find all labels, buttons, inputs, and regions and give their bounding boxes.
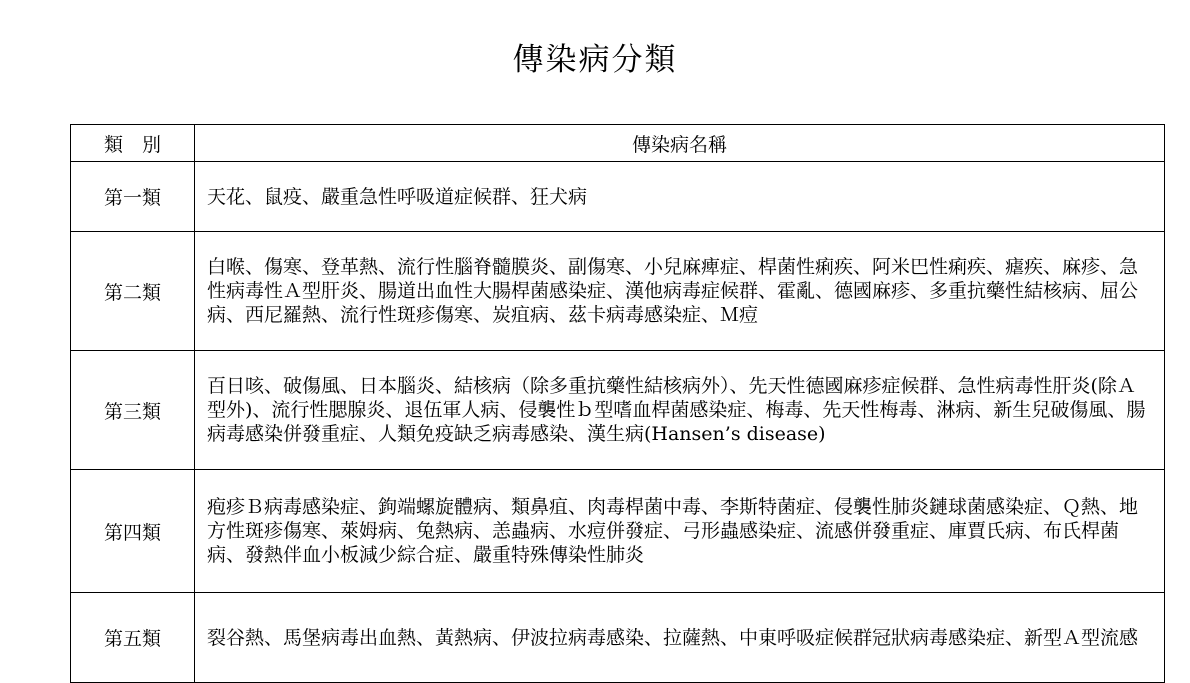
header-category: 類 別 — [71, 125, 195, 162]
table-row — [71, 162, 1165, 232]
category-cell: 第四類 — [71, 470, 195, 593]
disease-names-cell: 裂谷熱、馬堡病毒出血熱、黃熱病、伊波拉病毒感染、拉薩熱、中東呼吸症候群冠狀病毒感染症、新型Ａ型流感 — [195, 593, 1165, 683]
table-row — [71, 470, 1165, 593]
page-title: 傳染病分類 — [512, 42, 678, 78]
disease-names-cell: 天花、鼠疫、嚴重急性呼吸道症候群、狂犬病 — [195, 162, 1165, 232]
table-header-row — [71, 125, 1165, 162]
disease-names-cell: 白喉、傷寒、登革熱、流行性腦脊髓膜炎、副傷寒、小兒麻痺症、桿菌性痢疾、阿米巴性痢疾、瘧疾、麻疹、急性病毒性Ａ型肝炎、腸道出血性大腸桿菌感染症、漢他病毒症候群、霍亂、德國麻疹、多重抗藥性結核病、屈公病、西尼羅熱、流行性斑疹傷寒、炭疽病、茲卡病毒感染症、Ｍ痘 — [195, 232, 1165, 351]
disease-names-cell: 百日咳、破傷風、日本腦炎、結核病（除多重抗藥性結核病外）、先天性德國麻疹症候群、急性病毒性肝炎(除Ａ型外)、流行性腮腺炎、退伍軍人病、侵襲性ｂ型嗜血桿菌感染症、梅毒、先天性梅毒、淋病、新生兒破傷風、腸病毒感染併發重症、人類免疫缺乏病毒感染、漢生病(Hansen’s disease) — [195, 351, 1165, 470]
category-cell: 第二類 — [71, 232, 195, 351]
disease-names-cell: 疱疹Ｂ病毒感染症、鉤端螺旋體病、類鼻疽、肉毒桿菌中毒、李斯特菌症、侵襲性肺炎鏈球菌感染症、Ｑ熱、地方性斑疹傷寒、萊姆病、兔熱病、恙蟲病、水痘併發症、弓形蟲感染症、流感併發重症、庫賈氏病、布氏桿菌病、發熱伴血小板減少綜合症、嚴重特殊傳染性肺炎 — [195, 470, 1165, 593]
header-disease-names: 傳染病名稱 — [195, 125, 1165, 162]
category-cell: 第五類 — [71, 593, 195, 683]
category-cell: 第一類 — [71, 162, 195, 232]
table-row — [71, 232, 1165, 351]
table-row — [71, 593, 1165, 683]
category-cell: 第三類 — [71, 351, 195, 470]
disease-classification-table — [70, 124, 1165, 683]
table-row — [71, 351, 1165, 470]
